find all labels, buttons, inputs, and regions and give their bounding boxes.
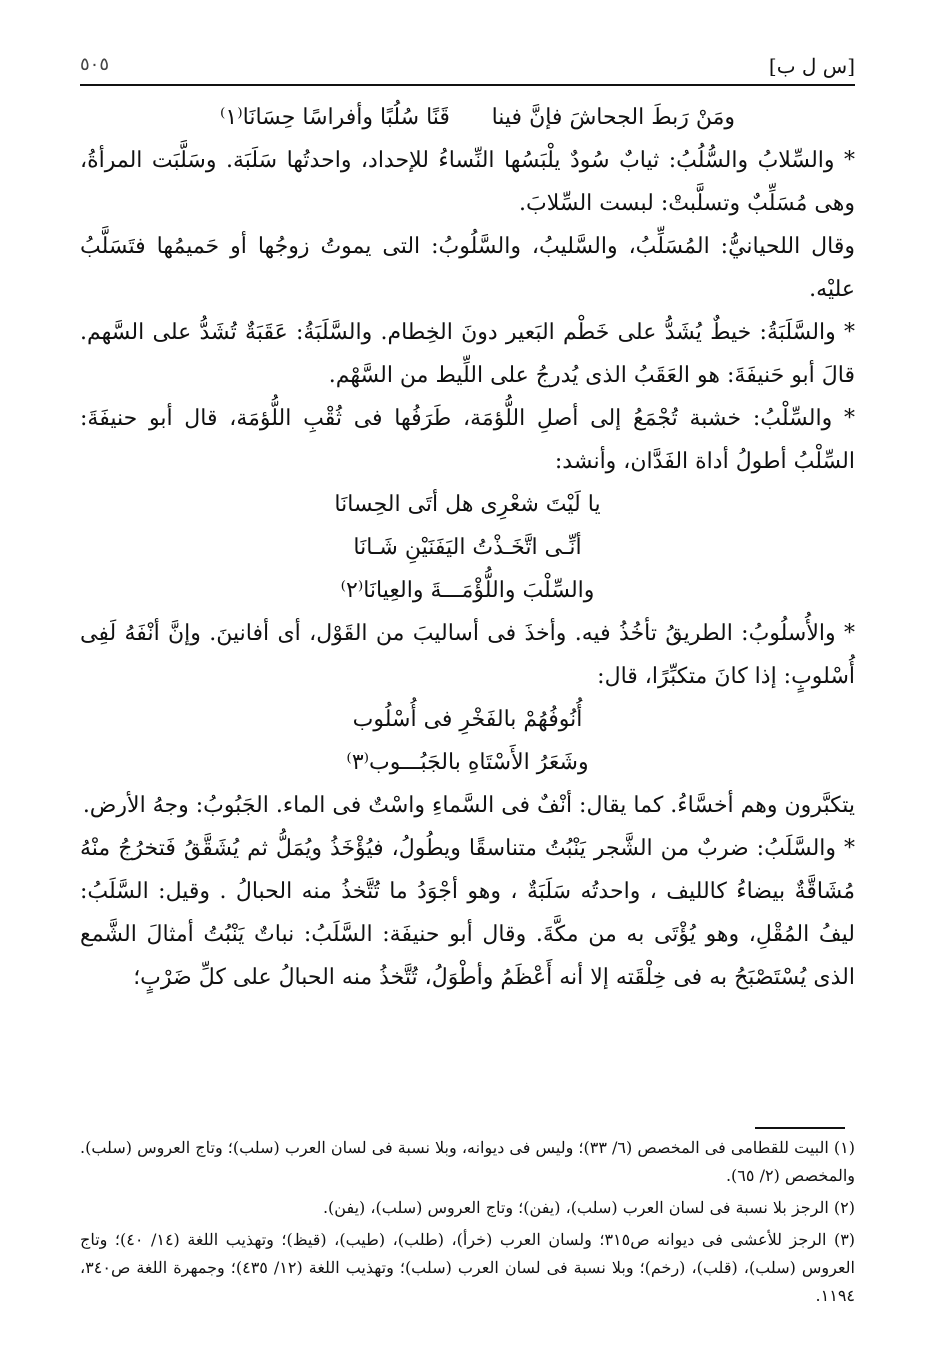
paragraph: وقال اللحيانيُّ: المُسَلِّبُ، والسَّليبُ، والسَّلُوبُ: التى يموتُ زوجُها أو حَميمُها فتَسَلَّبُ عليْه. [80, 234, 855, 302]
page-number: ٥٠٥ [80, 54, 110, 75]
paragraph: * والسِّلابُ والسُّلُبُ: ثيابٌ سُودٌ يلْبَسُها النِّساءُ للإحداد، واحدتُها سَلَبَة. وسَلَّبَت المرأةُ، وهى مُسَلِّبٌ وتسلَّبتْ: لبست السِّلابَ. [80, 148, 855, 216]
verse-hemistich-second: قَنًا سُلُبًا وأفراسًا حِسَانَا⁽١⁾ [220, 105, 450, 130]
verse-line: يا لَيْتَ شعْرِى هل أتَى الحِسانَا [334, 492, 601, 517]
main-text [80, 96, 855, 999]
paragraph: * والسِّلْبُ: خشبة تُجْمَعُ إلى أصلِ اللُّؤمَة، طَرَفُها فى ثُقْبِ اللُّؤمَة، قال أبو حنيفَةَ: السِّلْبُ أطولُ أداة الفَدَّان، وأنشد: [80, 406, 855, 474]
verse-line: وشَعَرُ الأَسْتَاهِ بالجَبُـــوب⁽٣⁾ [346, 750, 589, 775]
section-marker: [س ل ب] [768, 54, 855, 78]
footnote-rule [755, 1127, 845, 1129]
footnotes [80, 1134, 855, 1314]
paragraph: * والأُسلُوبُ: الطريقُ تأخُذُ فيه. وأخذَ فى أساليبَ من القَوْل، أى أفانينَ. وإنَّ أنْفَهُ لَفِى أُسْلوبٍ: إذا كانَ متكبِّرًا، قال: [80, 621, 855, 689]
footnote: (٣) الرجز للأعشى فى ديوانه ص٣١٥؛ ولسان العرب (خرأ)، (طلب)، (طيب)، (قيظ)؛ وتهذيب اللغة (١٤/ ٤٠)؛ وتاج العروس (سلب)، (قلب)، (رخم)؛ وبلا نسبة فى لسان العرب (سلب)؛ وتهذيب اللغة (١٢/ ٤٣٥)؛ وجمهرة اللغة ص٣٤٠، ١١٩٤. [80, 1230, 856, 1305]
paragraph: يتكبَّرون وهم أخسَّاءُ. كما يقال: أنْفٌ فى السَّماءِ واسْتٌ فى الماء. الجَبُوبُ: وجهُ الأرض. [82, 793, 855, 818]
paragraph: * والسَّلَبُ: ضربٌ من الشَّجر يَنْبُتُ متناسقًا ويطُولُ، فيُؤْخَذُ ويُمَلُّ ثم يُشَقَّقُ فَتخرُجُ منْهُ مُشَاقَّةٌ بيضاءُ كالليف ، واحدتُه سَلَبَةٌ ، وهو أجْوَدُ ما تُتَّخذُ منه الحبالُ . وقيل: السَّلَبُ: ليفُ المُقْلِ، وهو يُؤْتَى به من مكَّةَ. وقال أبو حنيفَة: السَّلَبُ: نباتٌ يَنْبُتُ أمثالَ الشَّمع الذى يُسْتَصْبَحُ به فى خِلْقَته إلا أنه أَعْظَمُ وأطْوَلُ، تُتَّخذُ منه الحبالُ على كلِّ ضَرْبٍ؛ [80, 836, 856, 990]
footnote: (٢) الرجز بلا نسبة فى لسان العرب (سلب)، (يفن)؛ وتاج العروس (سلب)، (يفن). [322, 1198, 855, 1217]
verse-hemistich-first: ومَنْ رَبطَ الجحاشَ فإنَّ فينا [491, 105, 735, 130]
header-rule [80, 84, 855, 86]
footnote: (١) البيت للقطامى فى المخصص (٦/ ٣٣)؛ وليس فى ديوانه، وبلا نسبة فى لسان العرب (سلب)؛ وتاج العروس (سلب). والمخصص (٢/ ٦٥). [80, 1138, 855, 1185]
page-header [80, 48, 855, 84]
verse-line: والسِّلْبَ واللُّؤْمَـــةَ والعِيانَا⁽٢⁾ [340, 578, 595, 603]
verse-line: أُنُوفُهُمْ بالفَخْرِ فى أُسْلُوب [352, 707, 583, 732]
paragraph: * والسَّلَبَةُ: خيطٌ يُشَدُّ على خَطْم البَعير دونَ الخِطام. والسَّلَبَةُ: عَقَبَةٌ تُشَدُّ على السَّهم. قالَ أبو حَنيفَةَ: هو العَقَبُ الذى يُدرجُ على اللِّيط من السَّهْم. [80, 320, 855, 388]
verse-couplet [80, 96, 855, 139]
verse-line: أنِّـى اتَّخَـذْتُ اليَفَنَيْنِ شَـانَا [353, 535, 582, 560]
